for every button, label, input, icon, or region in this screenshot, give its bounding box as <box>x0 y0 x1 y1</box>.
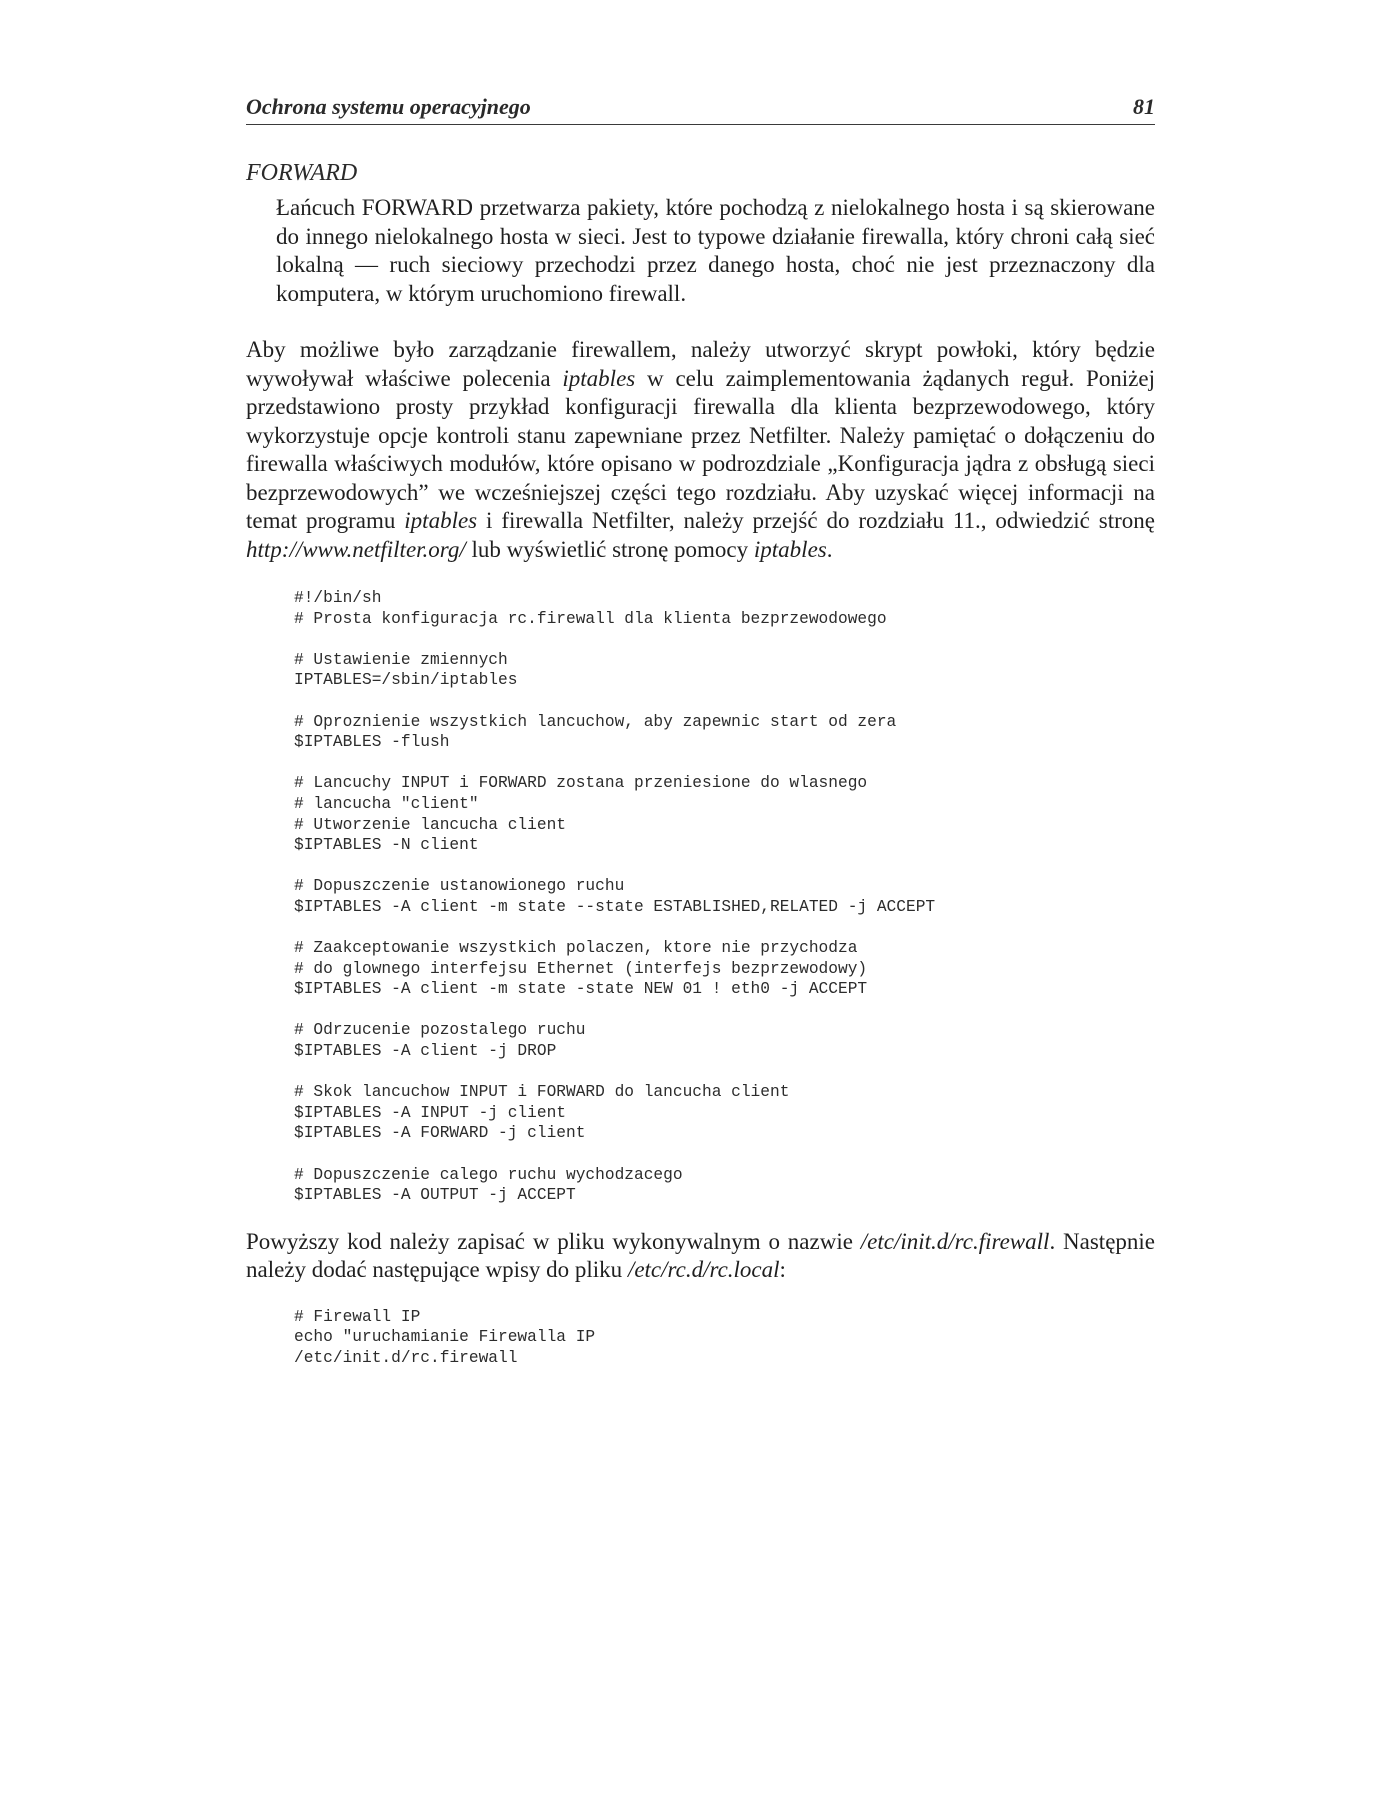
definition-paragraph: Łańcuch FORWARD przetwarza pakiety, które pochodzą z nielokalnego hosta i są skierowane do innego nielokalnego hosta w sieci. Jest to typowe działanie firewalla, który chroni całą sieć lokalną — ruch sieciowy przechodzi przez danego hosta, choć nie jest przeznaczony dla komputera, w którym uruchomiono firewall. <box>276 195 1155 306</box>
running-header <box>246 94 1155 125</box>
file-path: /etc/init.d/rc.firewall <box>860 1228 1050 1254</box>
text-run: : <box>779 1257 786 1283</box>
text-run: . <box>826 536 833 562</box>
page-number: 81 <box>1133 94 1155 119</box>
code-line: /etc/init.d/rc.firewall <box>294 1349 518 1367</box>
code-line: # Ustawienie zmiennych <box>294 650 508 669</box>
code-line: IPTABLES=/sbin/iptables <box>294 671 518 690</box>
command-name: iptables <box>404 508 478 533</box>
body-paragraph-2 <box>246 1228 1155 1285</box>
code-line: $IPTABLES -N client <box>294 836 479 855</box>
text-run: . Następnie należy dodać następujące wpisy do pliku <box>246 1228 1155 1283</box>
code-line <box>294 1000 1155 1021</box>
text-run: lub wyświetlić stronę pomocy <box>465 536 754 562</box>
code-line <box>294 629 1155 650</box>
code-line <box>294 1062 1155 1083</box>
code-line: # Firewall IP <box>294 1307 421 1326</box>
netfilter-url: http://www.netfilter.org/ <box>246 536 466 562</box>
code-line: $IPTABLES -A client -j DROP <box>294 1042 557 1061</box>
code-line <box>294 856 1155 877</box>
text-run: i firewalla Netfilter, należy przejść do rozdziału 11., odwiedzić stronę <box>477 508 1155 533</box>
code-block-rc-local <box>294 1307 1155 1369</box>
code-line: # Skok lancuchow INPUT i FORWARD do lancucha client <box>294 1083 790 1102</box>
code-line: $IPTABLES -A FORWARD -j client <box>294 1124 586 1143</box>
file-path: /etc/rc.d/rc.local <box>627 1257 780 1283</box>
code-line: # Oproznienie wszystkich lancuchow, aby zapewnic start od zera <box>294 712 897 731</box>
code-line: # Lancuchy INPUT i FORWARD zostana przeniesione do wlasnego <box>294 774 868 793</box>
code-line: # Odrzucenie pozostalego ruchu <box>294 1021 586 1040</box>
code-line: # Utworzenie lancucha client <box>294 815 566 834</box>
section-term: FORWARD <box>246 160 358 186</box>
code-line <box>294 918 1155 939</box>
text-run: w celu zaimplementowania żądanych reguł. Poniżej przedstawiono prosty przykład konfiguracji firewalla dla klienta bezprzewodowego, który wykorzystuje opcje kontroli stanu zapewniane przez Netfilter. Należy pamiętać o dołączeniu do firewalla właściwych modułów, które opisano w podrozdziale „Konfiguracja jądra z obsługą sieci bezprzewodowych” we wcześniejszej części tego rozdziału. Aby uzyskać więcej informacji na temat programu <box>246 365 1155 533</box>
code-line: # do glownego interfejsu Ethernet (interfejs bezprzewodowy) <box>294 959 868 978</box>
code-line: $IPTABLES -A client -m state --state ESTABLISHED,RELATED -j ACCEPT <box>294 897 936 916</box>
chapter-title: Ochrona systemu operacyjnego <box>246 94 531 119</box>
code-line: # Dopuszczenie ustanowionego ruchu <box>294 877 625 896</box>
code-line: # lancucha "client" <box>294 794 479 813</box>
code-line: echo "uruchamianie Firewalla IP <box>294 1328 596 1347</box>
code-line: $IPTABLES -A OUTPUT -j ACCEPT <box>294 1186 576 1205</box>
command-name: iptables <box>562 365 636 391</box>
code-line: #!/bin/sh <box>294 589 382 607</box>
code-line: $IPTABLES -A client -m state -state NEW 01 ! eth0 -j ACCEPT <box>294 980 868 999</box>
code-block-firewall-script <box>294 588 1155 1206</box>
body-paragraph-1 <box>246 336 1155 564</box>
code-line: # Prosta konfiguracja rc.firewall dla klienta bezprzewodowego <box>294 609 887 628</box>
code-line <box>294 691 1155 712</box>
code-line <box>294 1144 1155 1165</box>
code-line: # Dopuszczenie calego ruchu wychodzacego <box>294 1165 683 1184</box>
command-name: iptables <box>753 536 827 562</box>
text-run: Aby możliwe było zarządzanie firewallem, należy utworzyć skrypt powłoki, który będzie wywoływał właściwe polecenia <box>246 337 1155 391</box>
code-line <box>294 753 1155 774</box>
code-line: $IPTABLES -A INPUT -j client <box>294 1103 566 1122</box>
code-line: # Zaakceptowanie wszystkich polaczen, ktore nie przychodza <box>294 939 858 958</box>
text-run: Powyższy kod należy zapisać w pliku wykonywalnym o nazwie <box>246 1228 861 1254</box>
code-line: $IPTABLES -flush <box>294 733 450 752</box>
book-page <box>246 94 1155 1369</box>
